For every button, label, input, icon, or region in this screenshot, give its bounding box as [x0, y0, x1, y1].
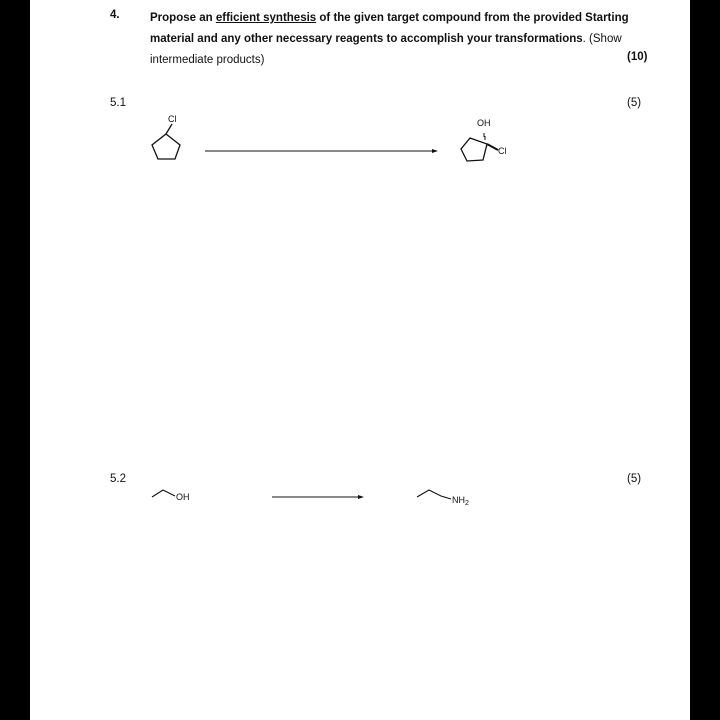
- start-chlorine-label: Cl: [168, 114, 177, 124]
- question-text-underlined: efficient synthesis: [215, 12, 317, 24]
- ethanol-structure: [152, 490, 175, 497]
- part-5-2-label: 5.2: [110, 473, 126, 485]
- part-5-1-label: 5.1: [110, 97, 126, 109]
- question-text-suffix: . (Show intermediate products): [150, 33, 622, 66]
- reaction-5-1-scheme: [30, 0, 690, 720]
- question-text-prefix: Propose an: [150, 12, 213, 24]
- question-number: 4.: [110, 9, 120, 21]
- product-hydroxyl-label: OH: [477, 118, 491, 128]
- question-marks: (10): [627, 51, 648, 63]
- exam-page: [30, 0, 690, 720]
- part-5-1-marks: (5): [627, 97, 642, 109]
- part-5-2-marks: (5): [627, 473, 642, 485]
- propylamine-structure: [417, 490, 451, 499]
- chlorocyclopentanol-structure: [461, 133, 498, 161]
- start-hydroxyl-label: OH: [176, 492, 190, 502]
- product-amine-label: [452, 495, 469, 507]
- product-chlorine-label: Cl: [498, 146, 507, 156]
- product-amine-text: NH: [452, 495, 465, 505]
- question-text-mid: of the given target compound from the provided Starting material and any other necessary reagents to accomplish your transformations: [150, 12, 629, 45]
- reaction-arrow-5-1: [205, 149, 438, 153]
- chlorocyclopentane-structure: [152, 124, 180, 159]
- product-amine-subscript: 2: [465, 500, 469, 507]
- reaction-arrow-5-2: [272, 495, 364, 499]
